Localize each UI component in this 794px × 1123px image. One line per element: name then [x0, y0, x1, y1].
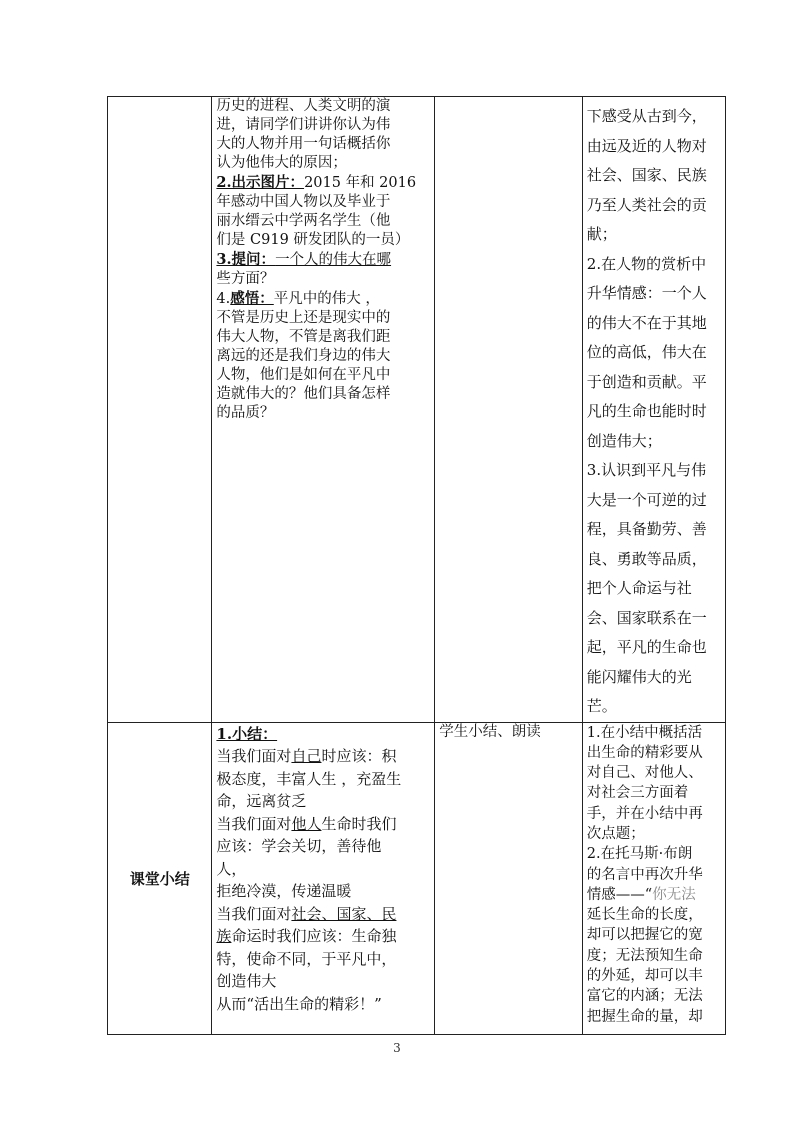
text-line	[587, 885, 721, 905]
text-run: 的外延，却可以丰	[586, 968, 703, 985]
text-line: 升华情感：一个人	[586, 284, 707, 302]
summary-text	[216, 723, 430, 1016]
text-line	[216, 116, 430, 135]
text-line	[587, 966, 721, 986]
text-line	[587, 723, 721, 743]
text-line	[216, 790, 430, 813]
text-run: 离远的还是我们身边的伟大	[216, 348, 391, 364]
design-intent-cell-2	[582, 722, 725, 1034]
text-line	[216, 970, 430, 993]
text-line: 凡的生命也能时时	[586, 402, 707, 420]
text-line: 2.在人物的赏析中	[586, 254, 707, 273]
text-line	[216, 903, 430, 926]
text-line	[216, 723, 430, 746]
text-line: 良、勇敢等品质，	[586, 549, 707, 568]
text-run: 些方面？	[216, 271, 275, 287]
text-line: 程，具备勤劳、善	[586, 520, 707, 538]
text-run: 大的人物并用一句话概括你	[216, 136, 391, 152]
text-run: 3.提问：	[216, 251, 276, 268]
text-run: 对社会三方面着	[586, 785, 689, 802]
text-run: 次点题；	[586, 825, 645, 842]
text-line	[216, 835, 430, 858]
text-run: 情感——“	[586, 886, 653, 903]
table-row	[108, 722, 726, 1034]
text-line	[216, 925, 430, 948]
text-line	[216, 813, 430, 836]
text-line	[216, 135, 430, 154]
text-run: 进，请同学们讲讲你认为伟	[216, 117, 391, 133]
design-intent-cell	[582, 97, 725, 723]
text-line: 大是一个可逆的过	[586, 490, 707, 509]
text-line	[216, 154, 430, 173]
design-intent-text	[587, 102, 721, 722]
text-run: 2015 年和 2016	[304, 175, 417, 191]
text-line	[216, 745, 430, 768]
text-run: 创造伟大	[216, 972, 277, 990]
text-line: 能闪耀伟大的光	[586, 667, 692, 686]
text-line	[216, 366, 430, 385]
text-run: 他人	[291, 814, 322, 833]
text-line	[587, 804, 721, 824]
text-line	[587, 1007, 721, 1027]
text-run: 2.出示图片：	[216, 174, 305, 191]
text-run: 出生命的精彩要从	[586, 744, 703, 761]
text-line	[216, 270, 430, 289]
text-line	[587, 865, 721, 885]
table-row	[108, 97, 726, 723]
text-line: 位的高低，伟大在	[586, 343, 707, 361]
text-run: 却可以把握它的宽	[586, 927, 703, 944]
teaching-activity-text	[216, 97, 430, 423]
text-run: 命运时我们应该：生命独	[231, 927, 397, 945]
text-run: 感悟：	[230, 290, 274, 307]
text-line	[587, 783, 721, 803]
text-run: 自己	[291, 747, 322, 765]
text-line: 把个人命运与社	[586, 579, 692, 597]
text-run: 当我们面对	[216, 814, 292, 833]
text-run: 的名言中再次升华	[586, 866, 703, 883]
text-line	[216, 385, 430, 404]
text-line	[587, 743, 721, 763]
text-line	[216, 948, 430, 971]
text-line	[216, 173, 430, 193]
text-line	[216, 97, 430, 116]
text-line	[216, 309, 430, 328]
teaching-activity-cell	[212, 97, 435, 723]
text-line	[587, 905, 721, 925]
text-line: 会、国家联系在一	[586, 608, 707, 627]
text-run: 们是 C919 研发团队的一员）	[216, 232, 410, 248]
text-run: 的品质？	[216, 405, 275, 421]
text-line	[216, 231, 430, 250]
text-run: 富它的内涵；无法	[586, 988, 703, 1005]
text-line: 社会、国家、民族	[586, 166, 707, 184]
text-run: 你无法	[652, 886, 696, 903]
text-run: 从而“活出生命的精彩！”	[216, 994, 382, 1013]
text-run: 1.小结：	[216, 724, 278, 743]
text-run: 当我们面对	[216, 904, 292, 923]
text-line: 乃至人类社会的贡	[586, 195, 707, 214]
text-run: 把握生命的量，却	[586, 1008, 703, 1025]
text-run: 极态度，丰富人生 ，充盈生	[216, 769, 402, 788]
text-run: 度；无法预知生命	[586, 947, 703, 964]
text-run: 平凡中的伟大 ，	[273, 291, 380, 307]
text-line	[216, 993, 430, 1016]
text-line: 芒。	[586, 697, 617, 715]
student-activity-cell-2	[435, 722, 583, 1034]
text-line	[216, 289, 430, 309]
text-run: 丽水缙云中学两名学生（他	[216, 213, 391, 229]
lesson-plan-table	[107, 96, 726, 1035]
text-line	[587, 844, 721, 864]
text-run: 历史的进程、人类文明的演	[216, 98, 391, 114]
text-line: 献；	[586, 225, 617, 243]
student-activity-cell	[435, 97, 583, 723]
text-run: 命，远离贫乏	[216, 792, 307, 810]
text-line: 3.认识到平凡与伟	[586, 461, 707, 479]
text-run: 人，	[216, 859, 247, 878]
text-line	[216, 328, 430, 347]
text-run: 伟大人物，不管是离我们距	[216, 329, 391, 345]
section-label-cell	[108, 722, 212, 1034]
text-run: 一个人的伟大在哪	[275, 252, 392, 268]
text-line	[216, 880, 430, 903]
row1-label-cell	[108, 97, 212, 723]
text-run: 1.在小结中概括活	[586, 724, 703, 741]
text-run: 年感动中国人物以及毕业于	[216, 194, 391, 210]
text-run: 特，使命不同，于平凡中，	[216, 949, 397, 968]
text-line	[587, 763, 721, 783]
text-run: 拒绝冷漠，传递温暖	[216, 882, 352, 900]
text-run: 手，并在小结中再	[586, 805, 703, 822]
text-line	[587, 946, 721, 966]
text-line: 下感受从古到今，	[586, 107, 707, 125]
text-line	[587, 824, 721, 844]
text-run: 对自己、对他人、	[586, 765, 703, 782]
text-line	[216, 858, 430, 881]
page-number: 3	[393, 1041, 401, 1055]
text-line	[216, 347, 430, 366]
text-line: 于创造和贡献。平	[586, 372, 707, 391]
text-run: 认为他伟大的原因；	[216, 155, 347, 171]
text-line	[216, 768, 430, 791]
section-label: 课堂小结	[129, 869, 190, 888]
text-line	[216, 193, 430, 212]
text-line: 起，平凡的生命也	[586, 638, 707, 656]
text-line	[216, 212, 430, 231]
text-run: 社会、国家、民	[291, 904, 397, 923]
text-run: 人物，他们是如何在平凡中	[216, 367, 391, 383]
summary-activity-cell	[212, 722, 435, 1034]
text-run: 族	[216, 927, 232, 945]
text-line	[587, 925, 721, 945]
text-run: 不管是历史上还是现实中的	[216, 310, 391, 326]
text-line: 的伟大不在于其地	[586, 313, 707, 332]
text-run: 生命时我们	[321, 814, 397, 833]
text-line	[216, 250, 430, 270]
text-run: 延长生命的长度，	[586, 907, 703, 924]
text-line: 由远及近的人物对	[586, 136, 707, 155]
design-intent-text-2	[587, 723, 721, 1027]
student-activity-text: 学生小结、朗读	[439, 723, 541, 740]
text-run: 造就伟大的？他们具备怎样	[216, 386, 391, 402]
text-line: 创造伟大；	[586, 431, 662, 450]
text-line	[587, 986, 721, 1006]
text-run: 当我们面对	[216, 747, 292, 765]
text-line	[216, 404, 430, 423]
text-run: 应该：学会关切，善待他	[216, 837, 382, 855]
text-run: 4.	[216, 291, 231, 307]
text-run: 时应该：积	[321, 747, 397, 765]
text-run: 2.在托马斯·布朗	[586, 846, 693, 863]
